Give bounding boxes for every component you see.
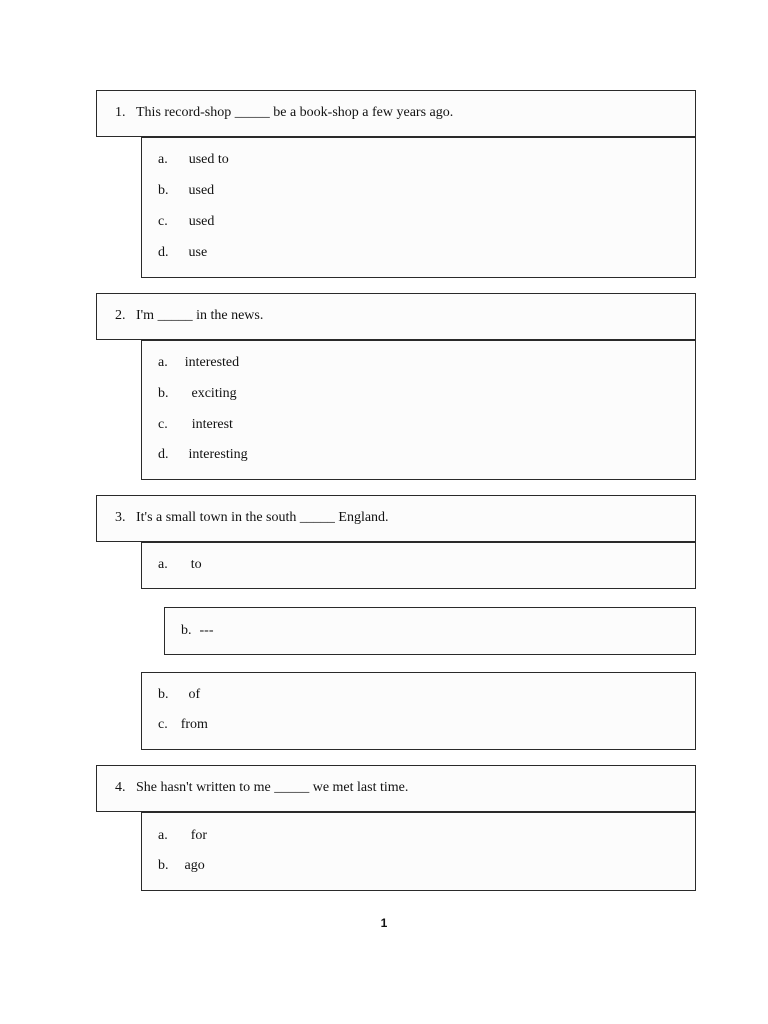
option-letter: a.: [158, 828, 168, 843]
page-number: 1: [380, 916, 388, 930]
question-2-options: [141, 340, 696, 480]
option-2b[interactable]: [158, 386, 237, 402]
option-text: of: [188, 687, 201, 702]
question-number: 2.: [115, 308, 126, 323]
question-stem: She hasn't written to me _____ we met last time.: [136, 780, 409, 795]
option-3a[interactable]: [158, 557, 202, 573]
option-text: interest: [191, 417, 233, 432]
option-letter: c.: [158, 717, 168, 732]
option-text: used: [188, 214, 215, 229]
question-3-box: [96, 495, 696, 542]
question-2-box: [96, 293, 696, 340]
option-text: interesting: [188, 447, 248, 462]
option-text: exciting: [191, 386, 237, 401]
option-text: used to: [188, 152, 229, 167]
option-4a[interactable]: [158, 828, 207, 844]
option-2c[interactable]: [158, 417, 233, 433]
question-stem: This record-shop _____ be a book-shop a few years ago.: [136, 105, 454, 120]
option-1b[interactable]: [158, 183, 214, 199]
option-text: to: [190, 557, 202, 572]
option-letter: d.: [158, 447, 169, 462]
option-4b[interactable]: [158, 858, 205, 874]
option-text: ago: [184, 858, 205, 873]
question-stem: I'm _____ in the news.: [136, 308, 264, 323]
option-text: used: [188, 183, 215, 198]
question-4-box: [96, 765, 696, 812]
option-2d[interactable]: [158, 447, 248, 463]
option-letter: c.: [158, 417, 168, 432]
option-text: from: [180, 717, 208, 732]
question-stem: It's a small town in the south _____ England.: [136, 510, 389, 525]
question-4-options: [141, 812, 696, 891]
question-1-options: [141, 137, 696, 278]
option-letter: b.: [158, 687, 169, 702]
option-letter: c.: [158, 214, 168, 229]
question-number: 4.: [115, 780, 126, 795]
option-letter: a.: [158, 557, 168, 572]
option-text: interested: [184, 355, 240, 370]
option-text: ---: [199, 623, 214, 638]
question-3-options-a: [141, 542, 696, 589]
option-1d[interactable]: [158, 245, 207, 261]
option-letter: b.: [158, 183, 169, 198]
question-1-box: [96, 90, 696, 137]
option-2a[interactable]: [158, 355, 239, 371]
option-3b-of[interactable]: [158, 687, 200, 703]
option-letter: b.: [158, 386, 169, 401]
option-text: use: [188, 245, 208, 260]
option-letter: b.: [181, 623, 192, 638]
question-number: 1.: [115, 105, 126, 120]
option-1a[interactable]: [158, 152, 229, 168]
option-letter: d.: [158, 245, 169, 260]
option-text: for: [190, 828, 208, 843]
option-3b-dash[interactable]: [181, 623, 214, 639]
option-letter: b.: [158, 858, 169, 873]
question-3-options-c: [141, 672, 696, 750]
question-3-options-b: [164, 607, 696, 655]
option-letter: a.: [158, 152, 168, 167]
question-number: 3.: [115, 510, 126, 525]
option-1c[interactable]: [158, 214, 214, 230]
option-3c[interactable]: [158, 717, 208, 733]
option-letter: a.: [158, 355, 168, 370]
